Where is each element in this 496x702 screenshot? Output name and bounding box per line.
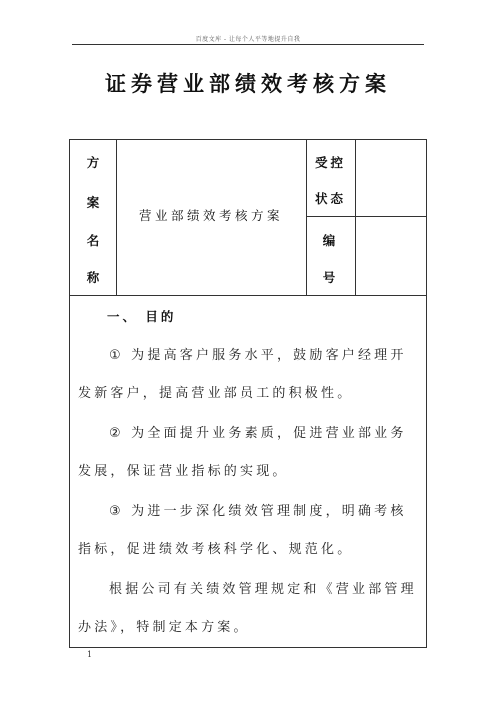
- header-divider: [72, 44, 424, 45]
- purpose-item-3: ③ 为进一步深化绩效管理制度，明确考核指标，促进绩效考核科学化、规范化。: [78, 504, 407, 557]
- plan-name-value: 营业部绩效考核方案: [138, 208, 283, 223]
- plan-name-label-char: 名: [86, 233, 100, 248]
- plan-name-label: [70, 140, 116, 295]
- number-label-line1: 编: [322, 233, 339, 248]
- section-heading-purpose: 一、 目的: [107, 309, 177, 324]
- controlled-status-label-line2: 状态: [314, 191, 346, 206]
- plan-name-label-char: 称: [86, 270, 100, 285]
- plan-name-label-char: 案: [86, 195, 100, 210]
- purpose-item-1: ① 为提高客户服务水平，鼓励客户经理开发新客户，提高营业部员工的积极性。: [78, 348, 407, 401]
- table-divider-h-header: [70, 295, 426, 296]
- page-number: 1: [87, 650, 93, 659]
- purpose-basis: 根据公司有关绩效管理规定和《营业部管理办法》，特制定本方案。: [78, 582, 417, 635]
- controlled-status-label-line1: 受控: [314, 155, 346, 170]
- page-header-text: 百度文库 - 让每个人平等地提升自我: [195, 36, 301, 43]
- number-label-line2: 号: [322, 270, 339, 285]
- table-divider-h-mid: [306, 216, 426, 217]
- plan-table: [69, 139, 427, 648]
- document-title: 证券营业部绩效考核方案: [105, 72, 391, 96]
- purpose-item-2: ② 为全面提升业务素质，促进营业部业务发展，保证营业指标的实现。: [78, 426, 407, 479]
- plan-name-label-char: 方: [86, 155, 100, 170]
